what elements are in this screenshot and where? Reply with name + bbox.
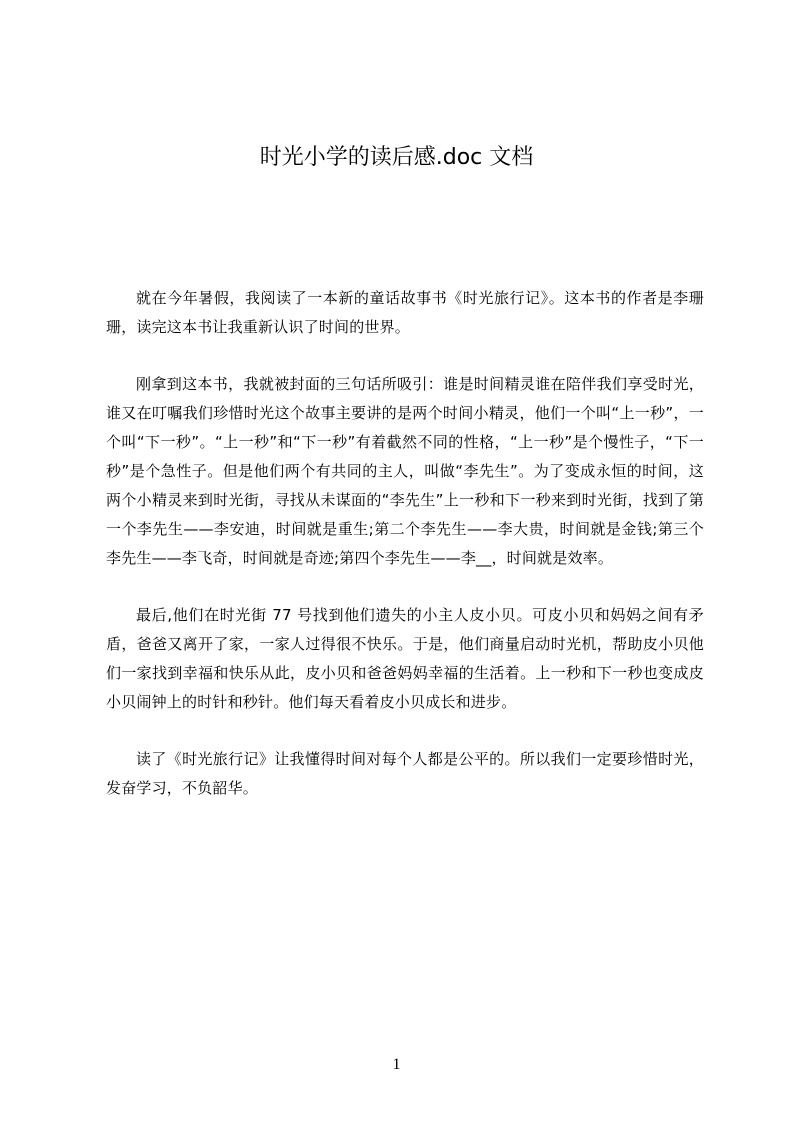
paragraph-1: 就在今年暑假，我阅读了一本新的童话故事书《时光旅行记》。这本书的作者是李珊珊，读完这本书让我重新认识了时间的世界。	[106, 289, 704, 336]
document-title: 时光小学的读后感.doc 文档	[259, 145, 534, 170]
page-number: 1	[392, 1056, 401, 1073]
paragraph-3: 最后,他们在时光街 77 号找到他们遗失的小主人皮小贝。可皮小贝和妈妈之间有矛盾，爸爸又离开了家，一家人过得很不快乐。于是，他们商量启动时光机，帮助皮小贝他们一家找到幸福和快乐从此，皮小贝和爸爸妈妈幸福的生活着。上一秒和下一秒也变成皮小贝闹钟上的时针和秒针。他们每天看着皮小贝成长和进步。	[106, 606, 704, 711]
document-body	[106, 284, 704, 831]
paragraph-2: 刚拿到这本书，我就被封面的三句话所吸引：谁是时间精灵谁在陪伴我们享受时光，谁又在叮嘱我们珍惜时光这个故事主要讲的是两个时间小精灵，他们一个叫“上一秒”，一个叫“下一秒”。“上一秒”和“下一秒”有着截然不同的性格，“上一秒”是个慢性子，“下一秒”是个急性子。但是他们两个有共同的主人，叫做“李先生”。为了变成永恒的时间，这两个小精灵来到时光街，寻找从未谋面的“李先生”上一秒和下一秒来到时光街，找到了第一个李先生——李安迪，时间就是重生;第二个李先生——李大贵，时间就是金钱;第三个李先生——李飞奇，时间就是奇迹;第四个李先生——李__，时间就是效率。	[106, 375, 704, 567]
paragraph-4: 读了《时光旅行记》让我懂得时间对每个人都是公平的。所以我们一定要珍惜时光，发奋学习，不负韶华。	[106, 750, 704, 797]
